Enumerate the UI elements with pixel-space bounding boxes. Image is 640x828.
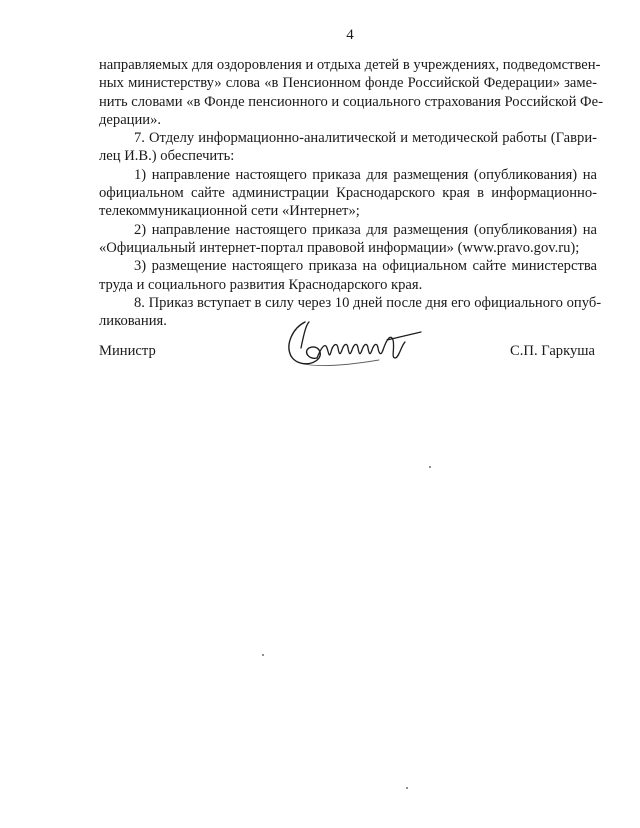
- text-line: «Официальный интернет-портал правовой информации» (www.pravo.gov.ru);: [99, 239, 580, 256]
- signatory-title: Министр: [99, 343, 156, 359]
- text-line: дерации».: [99, 111, 162, 128]
- text-line: труда и социального развития Краснодарского края.: [99, 276, 423, 293]
- signatory-name: С.П. Гаркуша: [510, 343, 595, 359]
- text-line: официальном сайте администрации Краснодарского края в информационно-: [99, 185, 597, 202]
- text-line: направляемых для оздоровления и отдыха детей в учреждениях, подведомствен-: [99, 57, 601, 73]
- text-line: ликования.: [99, 313, 167, 330]
- text-line: лец И.В.) обеспечить:: [99, 148, 235, 165]
- scan-speck: [406, 787, 408, 789]
- order-text: [99, 56, 603, 330]
- text-line: 3) размещение настоящего приказа на официальном сайте министерства: [134, 258, 597, 275]
- text-line: 2) направление настоящего приказа для размещения (опубликования) на: [134, 221, 597, 238]
- handwritten-signature: [283, 318, 433, 370]
- text-line: нить словами «в Фонде пенсионного и социального страхования Российской Фе-: [99, 93, 603, 110]
- text-line: 8. Приказ вступает в силу через 10 дней после дня его официального опуб-: [134, 294, 602, 311]
- scan-speck: [262, 654, 264, 656]
- text-line: ных министерству» слова «в Пенсионном фонде Российской Федерации» заме-: [99, 75, 597, 92]
- text-line: 7. Отделу информационно-аналитической и методической работы (Гаври-: [134, 130, 597, 147]
- page-number: 4: [346, 27, 354, 43]
- scan-speck: [429, 466, 431, 468]
- text-line: 1) направление настоящего приказа для размещения (опубликования) на: [134, 166, 597, 183]
- text-line: телекоммуникационной сети «Интернет»;: [99, 203, 360, 220]
